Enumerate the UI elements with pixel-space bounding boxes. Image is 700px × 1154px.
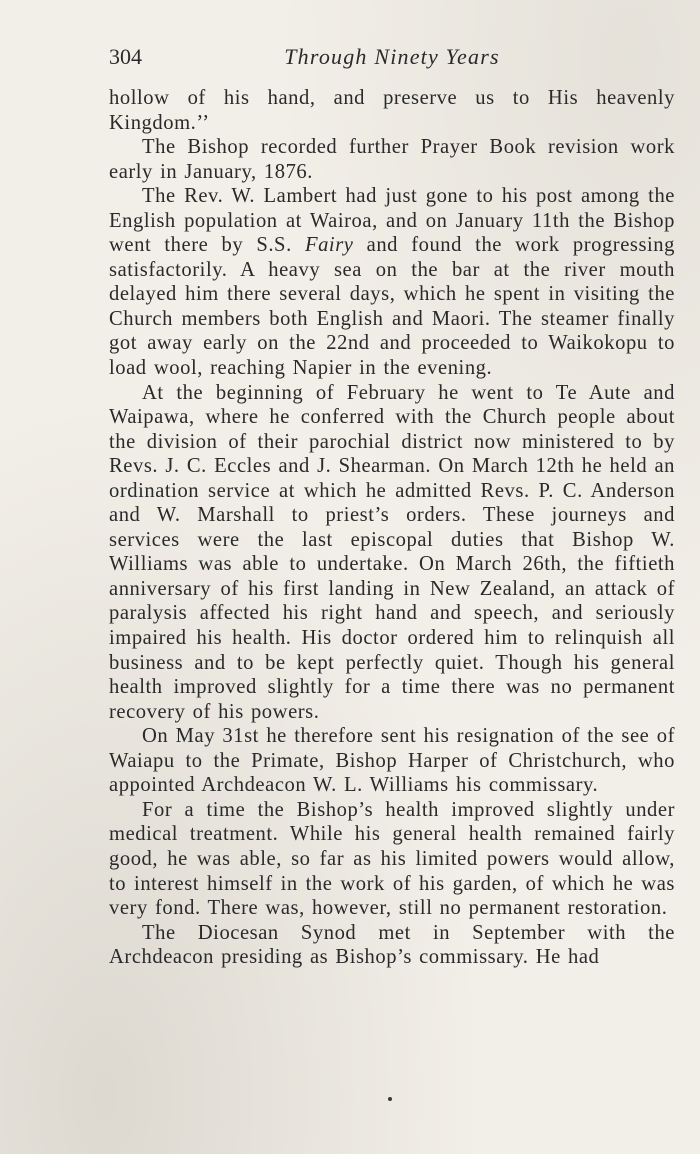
paragraph	[109, 86, 675, 135]
text-run: At the beginning of February he went to Te Aute and Waipawa, where he conferred with the Church people about the division of their parochial district now ministered to by Revs. J. C. Eccles and J. Shearman. On March 12th he held an ordination service at which he admitted Revs. P. C. Anderson and W. Marshall to priest’s orders. These journeys and services were the last episcopal duties that Bishop W. Williams was able to undertake. On March 26th, the fiftieth anniversary of his first landing in New Zealand, an attack of paralysis affected his right hand and speech, and seriously impaired his health. His doctor ordered him to relinquish all business and to be kept perfectly quiet. Though his general health improved slightly for a time there was no permanent recovery of his powers.	[109, 381, 675, 723]
running-title: Through Ninety Years	[284, 44, 500, 69]
paragraph	[109, 184, 675, 380]
text-run: hollow of his hand, and preserve us to His heavenly Kingdom.’’	[109, 87, 675, 134]
paragraph	[109, 798, 675, 921]
paragraph	[109, 381, 675, 725]
paragraph	[109, 921, 675, 970]
text-run: The Rev. W. Lambert had just gone to his post among the English population at Wairoa, and on January 11th the Bishop went there by S.S.	[109, 185, 675, 257]
paragraph	[109, 135, 675, 184]
text-run: and found the work progressing satisfactorily. A heavy sea on the bar at the river mouth delayed him there several days, which he spent in visiting the Church members both English and Maori. The steamer finally got away early on the 22nd and proceeded to Waikokopu to load wool, reaching Napier in the evening.	[109, 234, 676, 380]
paragraph	[109, 724, 675, 798]
page-header	[109, 40, 675, 74]
italic-text: Fairy	[304, 234, 354, 257]
text-run: The Diocesan Synod met in September with the Archdeacon presiding as Bishop’s commissary. He had	[109, 921, 675, 969]
text-run: For a time the Bishop’s health improved slightly under medical treatment. While his general health remained fairly good, he was able, so far as his limited powers would allow, to interest himself in the work of his garden, of which he was very fond. There was, however, still no permanent restoration.	[109, 798, 675, 920]
print-speck	[388, 1097, 392, 1101]
text-run: On May 31st he therefore sent his resignation of the see of Waiapu to the Primate, Bishop Harper of Christchurch, who appointed Archdeacon W. L. Williams his commissary.	[109, 725, 675, 797]
body-text	[109, 86, 675, 970]
text-run: The Bishop recorded further Prayer Book revision work early in January, 1876.	[109, 136, 675, 183]
book-page	[109, 40, 675, 970]
page-number: 304	[109, 44, 142, 69]
